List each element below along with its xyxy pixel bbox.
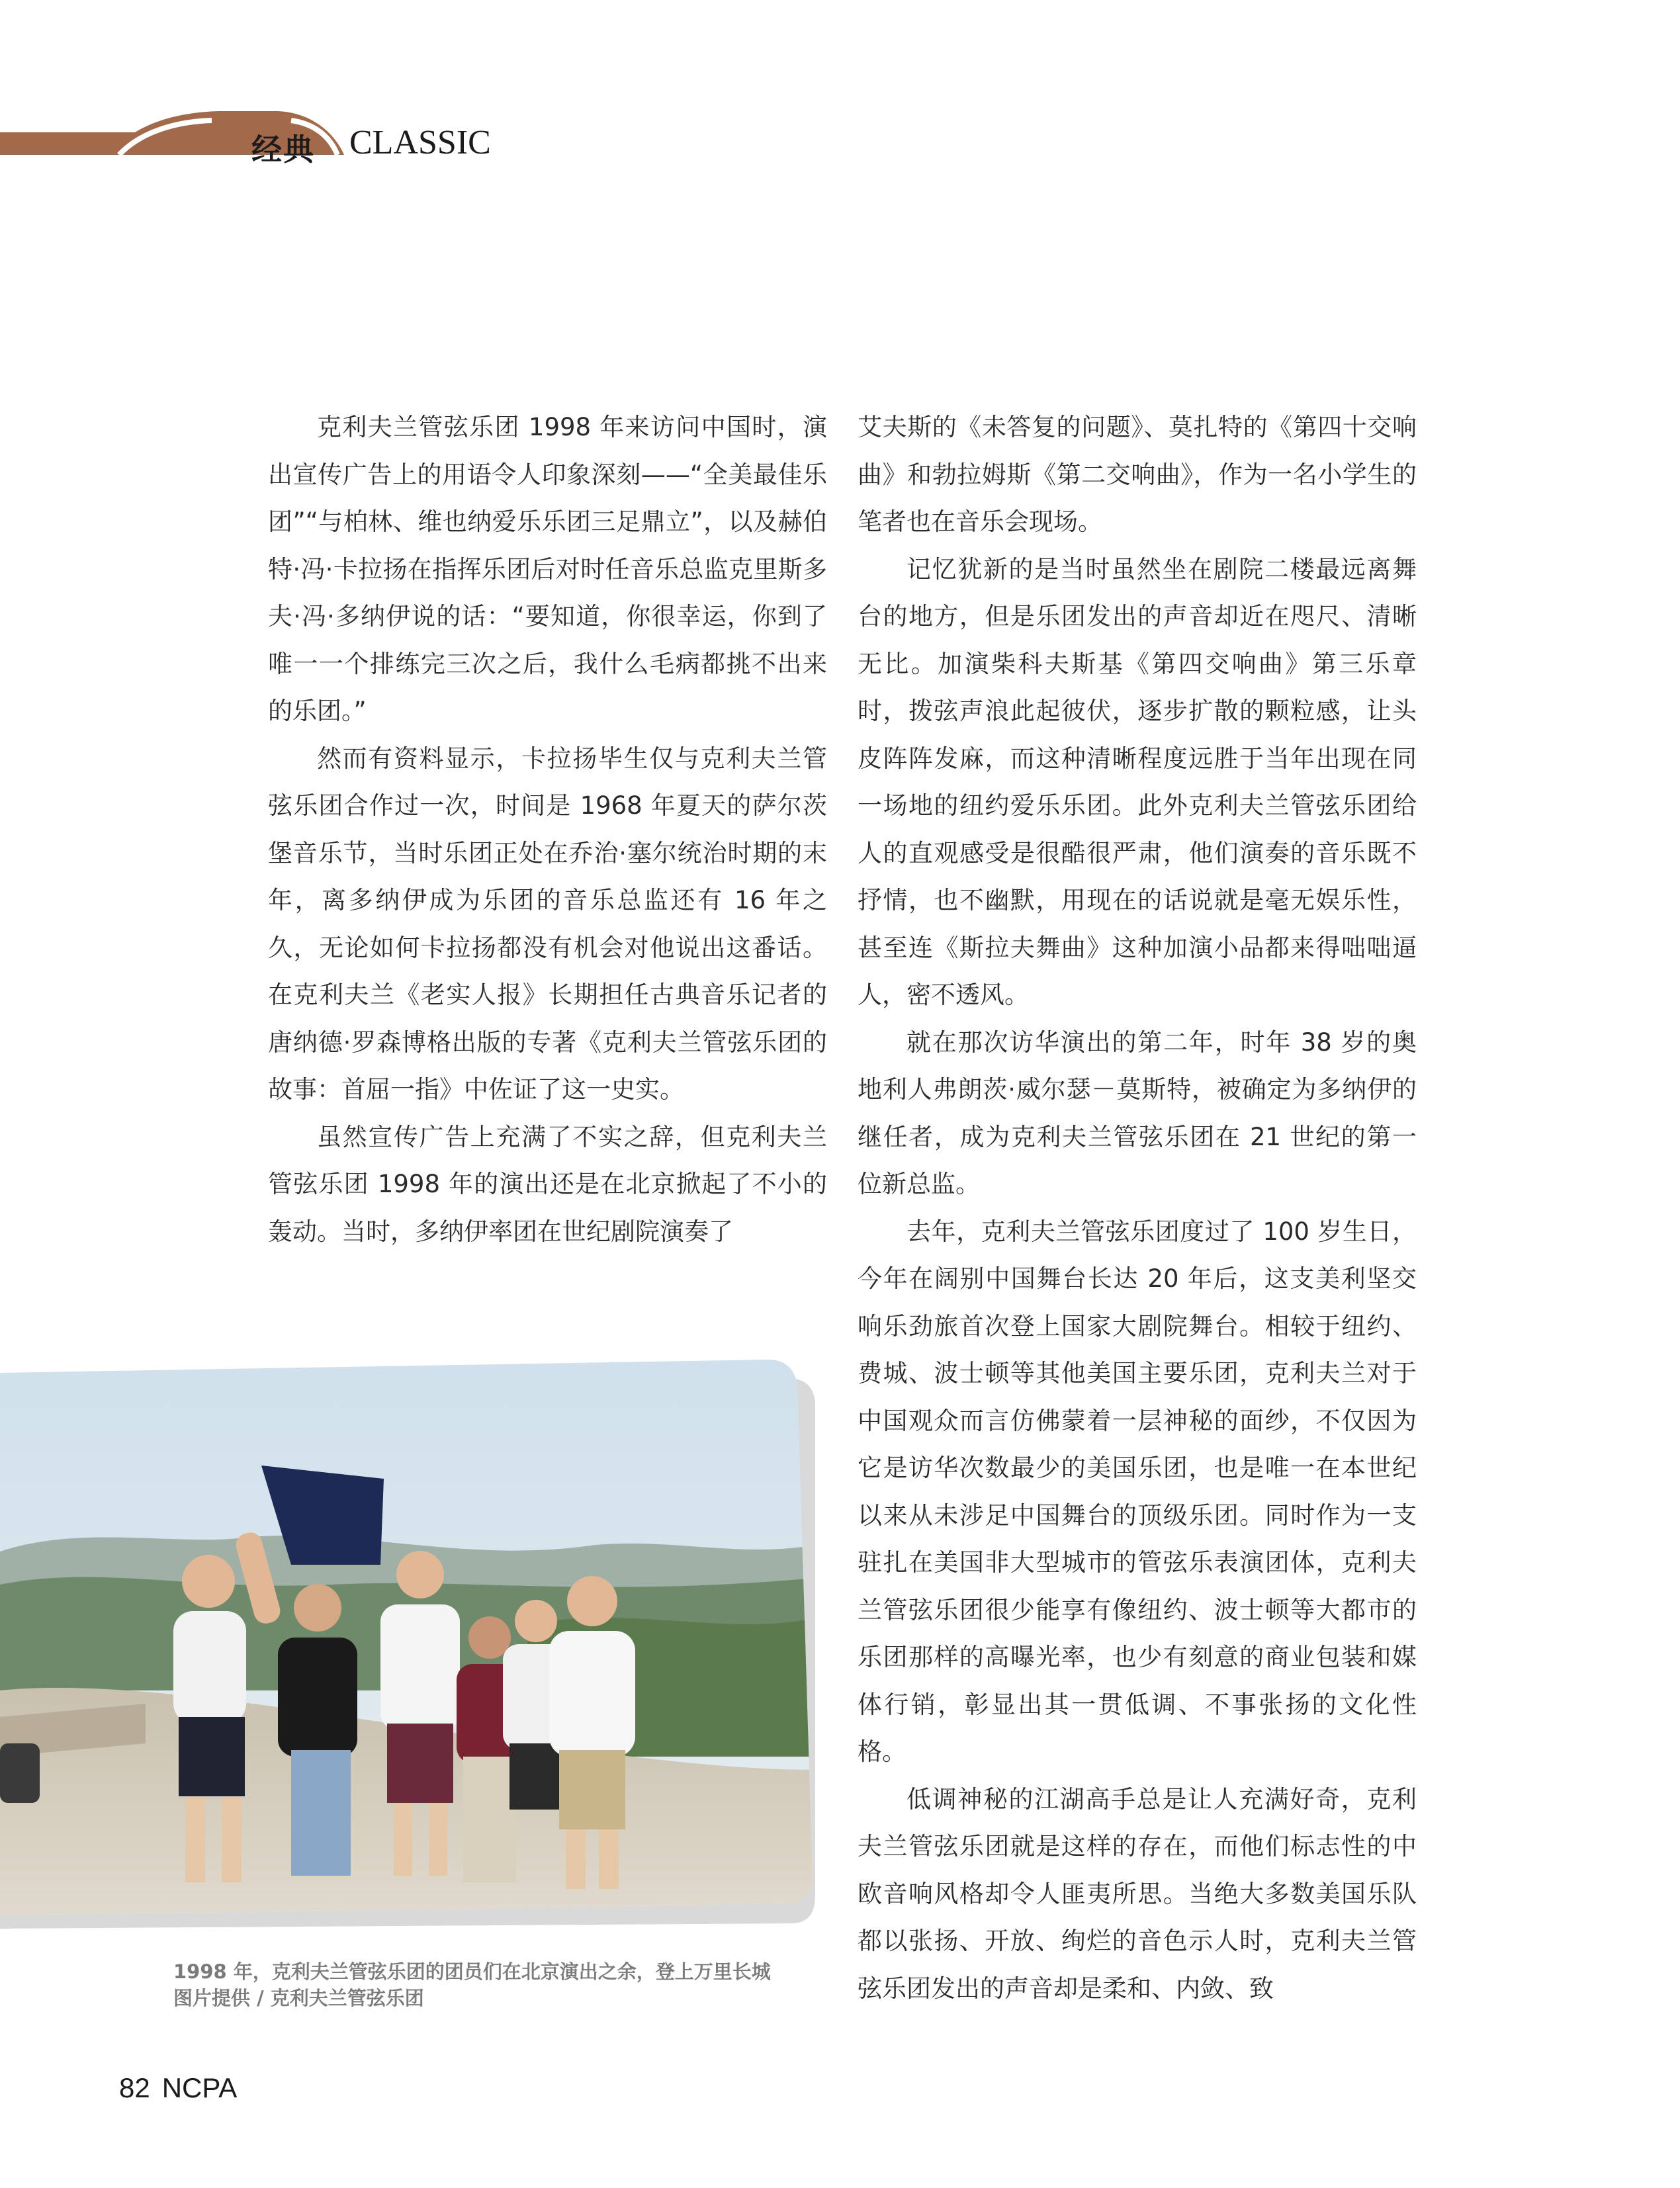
paragraph: 去年，克利夫兰管弦乐团度过了 100 岁生日，今年在阔别中国舞台长达 20 年后，这支美利坚交响乐劲旅首次登上国家大剧院舞台。相较于纽约、费城、波士顿等其他美国主要乐团，克利夫兰对于中国观众而言仿佛蒙着一层神秘的面纱，不仅因为它是访华次数最少的美国乐团，也是唯一在本世纪以来从未涉足中国舞台的顶级乐团。同时作为一支驻扎在美国非大型城市的管弦乐表演团体，克利夫兰管弦乐团很少能享有像纽约、波士顿等大都市的乐团那样的高曝光率，也少有刻意的商业包装和媒体行销，彰显出其一贯低调、不事张扬的文化性格。 [858, 1217, 1417, 1766]
paragraph: 就在那次访华演出的第二年，时年 38 岁的奥地利人弗朗茨·威尔瑟－莫斯特，被确定为多纳伊的继任者，成为克利夫兰管弦乐团在 21 世纪的第一位新总监。 [858, 1028, 1417, 1198]
caption-line-1: 1998 年，克利夫兰管弦乐团的团员们在北京演出之余，登上万里长城 [173, 1960, 771, 1983]
article-left-column [268, 404, 827, 1255]
paragraph: 克利夫兰管弦乐团 1998 年来访问中国时，演出宣传广告上的用语令人印象深刻——“全美最佳乐团”“与柏林、维也纳爱乐乐团三足鼎立”，以及赫伯特·冯·卡拉扬在指挥乐团后对时任音乐总监克里斯多夫·冯·多纳伊说的话：“要知道，你很幸运，你到了唯一一个排练完三次之后，我什么毛病都挑不出来的乐团。” [268, 413, 827, 725]
photo-illustration [0, 1346, 815, 1929]
caption-credit: 图片提供 / 克利夫兰管弦乐团 [173, 1987, 424, 2009]
section-title-en: CLASSIC [349, 124, 491, 161]
magazine-name: NCPA [161, 2072, 238, 2103]
photo-caption [173, 1958, 795, 2011]
paragraph: 然而有资料显示，卡拉扬毕生仅与克利夫兰管弦乐团合作过一次，时间是 1968 年夏天的萨尔茨堡音乐节，当时乐团正处在乔治·塞尔统治时期的末年，离多纳伊成为乐团的音乐总监还有 16 年之久，无论如何卡拉扬都没有机会对他说出这番话。在克利夫兰《老实人报》长期担任古典音乐记者的唐纳德·罗森博格出版的专著《克利夫兰管弦乐团的故事：首屈一指》中佐证了这一史实。 [268, 744, 827, 1104]
page-folio [119, 2072, 237, 2104]
paragraph: 低调神秘的江湖高手总是让人充满好奇，克利夫兰管弦乐团就是这样的存在，而他们标志性的中欧音响风格却令人匪夷所思。当绝大多数美国乐队都以张扬、开放、绚烂的音色示人时，克利夫兰管弦乐团发出的声音却是柔和、内敛、致 [858, 1784, 1417, 2003]
paragraph-continued: 艾夫斯的《未答复的问题》、莫扎特的《第四十交响曲》和勃拉姆斯《第二交响曲》，作为一名小学生的笔者也在音乐会现场。 [858, 413, 1417, 536]
article-right-column [858, 404, 1417, 2012]
page-number: 82 [119, 2072, 150, 2103]
paragraph: 记忆犹新的是当时虽然坐在剧院二楼最远离舞台的地方，但是乐团发出的声音却近在咫尺、清晰无比。加演柴科夫斯基《第四交响曲》第三乐章时，拨弦声浪此起彼伏，逐步扩散的颗粒感，让头皮阵阵发麻，而这种清晰程度远胜于当年出现在同一场地的纽约爱乐乐团。此外克利夫兰管弦乐团给人的直观感受是很酷很严肃，他们演奏的音乐既不抒情，也不幽默，用现在的话说就是毫无娱乐性，甚至连《斯拉夫舞曲》这种加演小品都来得咄咄逼人，密不透风。 [858, 554, 1417, 1009]
paragraph: 虽然宣传广告上充满了不实之辞，但克利夫兰管弦乐团 1998 年的演出还是在北京掀起了不小的轰动。当时，多纳伊率团在世纪剧院演奏了 [268, 1122, 827, 1246]
great-wall-photo [0, 1346, 815, 1929]
section-title-cn: 经典 [251, 132, 315, 167]
